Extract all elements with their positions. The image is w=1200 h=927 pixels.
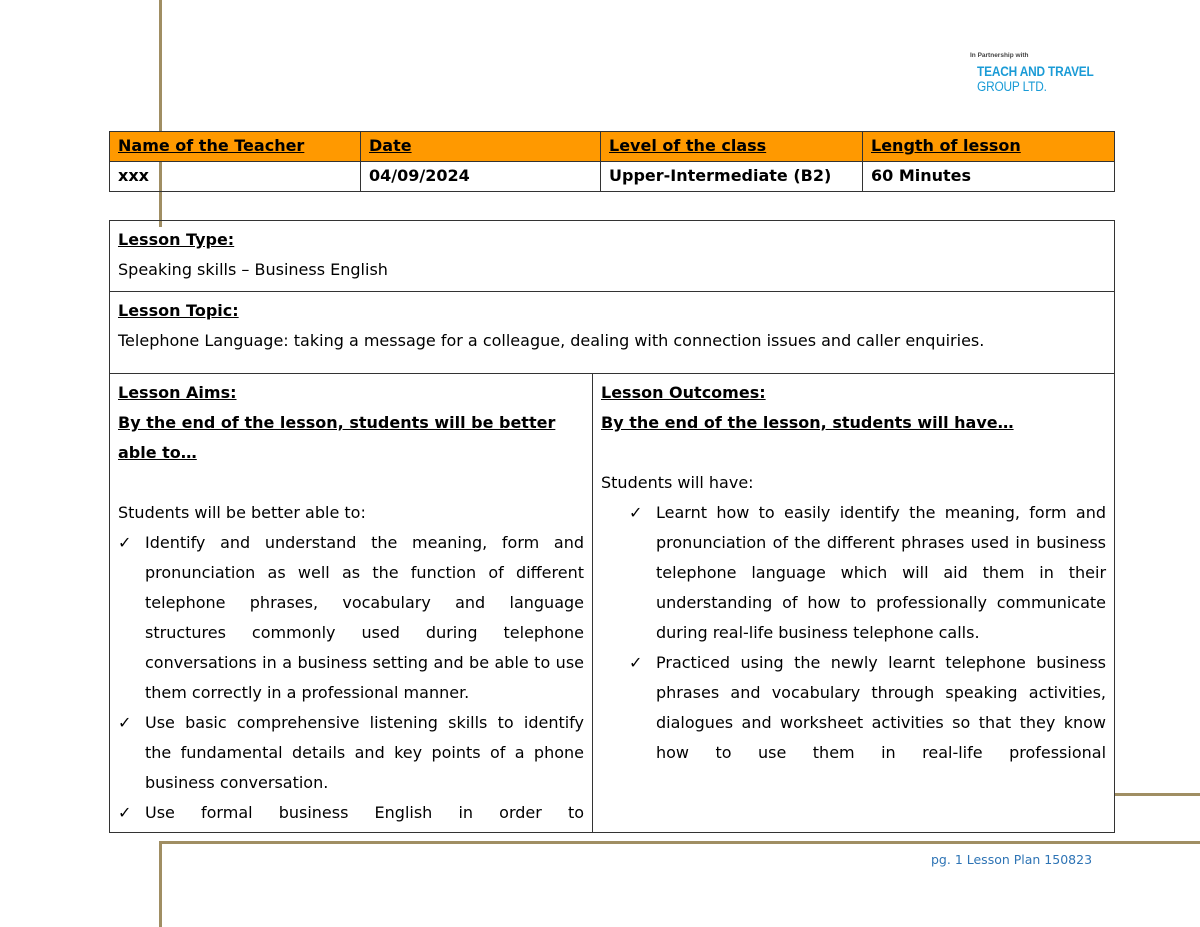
aims-cell: [110, 374, 593, 833]
decorative-horizontal-line-bottom: [159, 841, 1200, 844]
value-length: 60 Minutes: [863, 162, 1115, 192]
lesson-topic-row: [110, 292, 1115, 374]
check-icon: ✓: [629, 503, 643, 522]
aims-item: ✓ Identify and understand the meaning, form and pronunciation as well as the function of different telephone phrases, vocabulary and language structures commonly used during telephone conversations in a business setting and be able to use them correctly in a professional manner.: [118, 528, 584, 708]
partner-logo: [968, 52, 1118, 94]
header-level: Level of the class: [601, 132, 863, 162]
aims-label: Lesson Aims:: [118, 383, 237, 402]
check-icon: ✓: [629, 653, 643, 672]
outcomes-cell: [593, 374, 1115, 833]
aims-item: ✓ Use basic comprehensive listening skills to identify the fundamental details and key points of a phone business conversation.: [118, 708, 584, 798]
decorative-vertical-line-top: [159, 0, 162, 227]
check-icon: ✓: [118, 713, 132, 732]
lesson-topic-label: Lesson Topic:: [118, 301, 239, 320]
outcomes-list: [601, 498, 1106, 768]
lesson-type-row: [110, 221, 1115, 292]
outcomes-item: ✓ Practiced using the newly learnt telephone business phrases and vocabulary through speaking activities, dialogues and worksheet activities so that they know how to use them in real-life professional: [601, 648, 1106, 768]
header-date: Date: [361, 132, 601, 162]
check-icon: ✓: [118, 533, 132, 552]
value-level: Upper-Intermediate (B2): [601, 162, 863, 192]
aims-subheading: By the end of the lesson, students will be better able to…: [118, 413, 556, 462]
page-footer: pg. 1 Lesson Plan 150823: [931, 852, 1093, 867]
outcomes-subheading: By the end of the lesson, students will have…: [601, 413, 1014, 432]
decorative-vertical-line-bottom: [159, 841, 162, 927]
outcomes-item: ✓ Learnt how to easily identify the meaning, form and pronunciation of the different phrases used in business telephone language which will aid them in their understanding of how to professionally communicate during real-life business telephone calls.: [601, 498, 1106, 648]
decorative-horizontal-line-right: [1114, 793, 1200, 796]
value-teacher: xxx: [110, 162, 361, 192]
check-icon: ✓: [118, 803, 132, 822]
logo-partnership-text: In Partnership with: [970, 52, 1029, 59]
outcomes-intro: Students will have:: [601, 473, 754, 492]
value-date: 04/09/2024: [361, 162, 601, 192]
lesson-type-label: Lesson Type:: [118, 230, 235, 249]
logo-line-2: GROUP LTD.: [977, 79, 1047, 94]
logo-line-1: TEACH AND TRAVEL: [977, 64, 1094, 79]
aims-intro: Students will be better able to:: [118, 503, 366, 522]
outcomes-label: Lesson Outcomes:: [601, 383, 766, 402]
aims-outcomes-row: [110, 374, 1115, 833]
info-header-row: [110, 132, 1115, 162]
lesson-details-table: [109, 220, 1115, 833]
header-teacher: Name of the Teacher: [110, 132, 361, 162]
lesson-topic-value: Telephone Language: taking a message for a colleague, dealing with connection issues and caller enquiries.: [118, 331, 985, 350]
aims-list: [118, 528, 584, 828]
header-length: Length of lesson: [863, 132, 1115, 162]
lesson-type-value: Speaking skills – Business English: [118, 260, 388, 279]
info-value-row: [110, 162, 1115, 192]
lesson-info-table: [109, 131, 1115, 192]
aims-item: ✓ Use formal business English in order to: [118, 798, 584, 828]
